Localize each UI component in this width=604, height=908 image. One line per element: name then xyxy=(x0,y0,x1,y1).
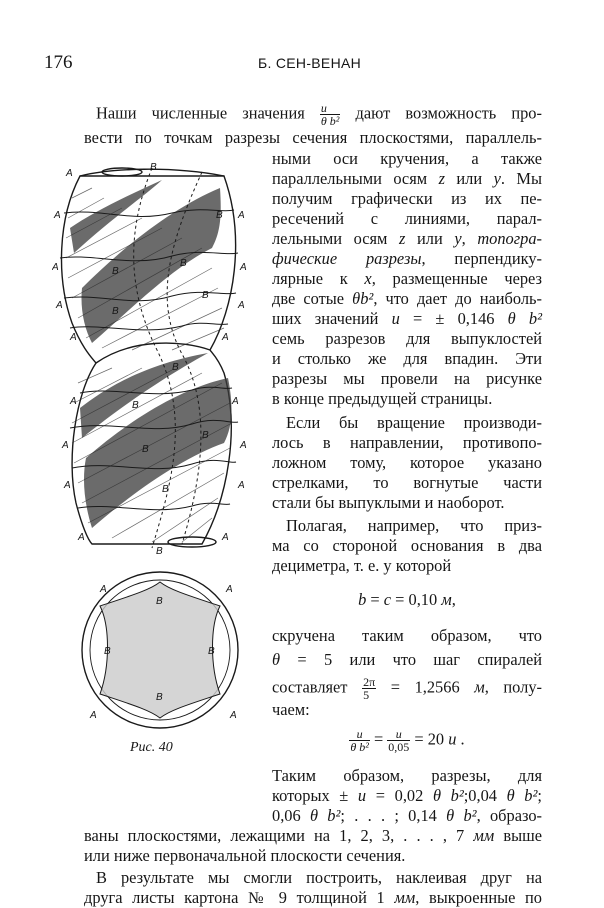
svg-text:A: A xyxy=(230,710,237,721)
svg-text:A: A xyxy=(222,332,229,343)
text-line: которых ± u = 0,02 θ b²;0,04 θ b²; xyxy=(272,786,542,805)
text-line: лельными осям z или y, топогра- xyxy=(272,229,542,248)
equation-1: b = c = 0,10 м, xyxy=(358,590,456,609)
svg-text:A: A xyxy=(78,532,85,543)
text-line: ресечений с линиями, парал- xyxy=(272,209,542,228)
svg-text:A: A xyxy=(222,532,229,543)
text-line: вести по точкам разрезы сечения плоскостями, параллель- xyxy=(84,128,542,147)
fraction: $\frac{2\pi}{5}$ xyxy=(363,675,376,702)
fraction: $\frac{u}{\text{θ b²}}$ xyxy=(320,101,340,128)
text-line: θ = 5 или что шаг спиралей xyxy=(272,650,542,669)
equation-2: $\frac{u}{\text{θ b²}}$ = $\frac{u}{0,05}$ = 20 u . xyxy=(350,727,465,754)
text-line: в конце предыдущей страницы. xyxy=(272,389,493,408)
svg-text:A: A xyxy=(66,168,73,179)
figure-caption: Рис. 40 xyxy=(130,740,173,755)
text-line: чаем: xyxy=(272,700,310,719)
text-line: составляет $\frac{2\pi}{5}$ = 1,2566 м, полу- xyxy=(272,675,542,702)
text-line: друга листы картона № 9 толщиной 1 мм, выкроенные по xyxy=(84,888,542,907)
svg-text:B: B xyxy=(162,484,169,495)
text-line: две сотые θb², что дает до наиболь- xyxy=(272,289,542,308)
text-line: дециметра, т. е. у которой xyxy=(272,556,452,575)
svg-text:A: A xyxy=(100,584,107,595)
svg-text:A: A xyxy=(70,332,77,343)
running-head: Б. СЕН-ВЕНАН xyxy=(258,55,362,71)
text-line: Таким образом, разрезы, для xyxy=(272,766,542,785)
svg-text:B: B xyxy=(216,210,223,221)
svg-text:B: B xyxy=(202,430,209,441)
svg-text:A: A xyxy=(90,710,97,721)
text-line: ших значений u = ± 0,146 θ b² xyxy=(272,309,542,328)
svg-text:A: A xyxy=(240,262,247,273)
svg-text:A: A xyxy=(64,480,71,491)
text-line: лярные к x, размещенные через xyxy=(272,269,542,288)
text-line: ными оси кручения, а также xyxy=(272,149,542,168)
svg-text:A: A xyxy=(52,262,59,273)
cross-section-figure xyxy=(70,566,250,730)
page-number: 176 xyxy=(44,52,73,73)
text-line: скручена таким образом, что xyxy=(272,626,542,645)
svg-text:A: A xyxy=(238,480,245,491)
svg-text:A: A xyxy=(56,300,63,311)
text-line: Если бы вращение производи- xyxy=(286,413,542,432)
text-line: ма со стороной основания в два xyxy=(272,536,542,555)
svg-text:B: B xyxy=(104,646,111,657)
svg-text:A: A xyxy=(70,396,77,407)
fraction: $\frac{u}{0,05}$ xyxy=(388,727,410,754)
svg-text:B: B xyxy=(156,546,163,556)
svg-text:A: A xyxy=(226,584,233,595)
svg-text:B: B xyxy=(208,646,215,657)
text-line: 0,06 θ b²; . . . ; 0,14 θ b², образо- xyxy=(272,806,543,825)
svg-text:A: A xyxy=(240,440,247,451)
svg-text:A: A xyxy=(238,300,245,311)
text-line: стали бы выпуклыми и наоборот. xyxy=(272,493,505,512)
svg-text:B: B xyxy=(112,266,119,277)
svg-text:B: B xyxy=(202,290,209,301)
text-line: разрезы мы провели на рисунке xyxy=(272,369,542,388)
svg-text:B: B xyxy=(180,258,187,269)
svg-text:B: B xyxy=(156,692,163,703)
text-line: фические разрезы, перпендику- xyxy=(272,249,542,268)
svg-text:A: A xyxy=(232,396,239,407)
text-line: и столько же для впадин. Эти xyxy=(272,349,542,368)
text-line: параллельными осям z или y. Мы xyxy=(272,169,542,188)
text-line: или ниже первоначальной плоскости сечения. xyxy=(84,846,406,865)
svg-text:B: B xyxy=(112,306,119,317)
svg-text:B: B xyxy=(150,162,157,173)
fraction: $\frac{u}{\text{θ b²}}$ xyxy=(350,727,369,754)
page-header xyxy=(0,52,604,78)
svg-text:A: A xyxy=(238,210,245,221)
text-line: Наши численные значения $\frac{u}{\text{θ b²}}$ дают возможность про- xyxy=(96,101,542,128)
text-line: В результате мы смогли построить, наклеивая друг на xyxy=(96,868,542,887)
text-line: семь разрезов для выпуклостей xyxy=(272,329,542,348)
text-line: стрелками, то вогнутые части xyxy=(272,473,542,492)
text-line: ваны плоскостями, лежащими на 1, 2, 3, . . . , 7 мм выше xyxy=(84,826,543,845)
svg-text:A: A xyxy=(62,440,69,451)
text-line: получим графически из их пе- xyxy=(272,189,542,208)
svg-text:A: A xyxy=(54,210,61,221)
text-line: Полагая, например, что приз- xyxy=(286,516,542,535)
svg-text:B: B xyxy=(156,596,163,607)
twisted-prism-figure xyxy=(52,158,252,556)
text-line: лось в направлении, противопо- xyxy=(272,433,542,452)
svg-text:B: B xyxy=(142,444,149,455)
svg-text:B: B xyxy=(132,400,139,411)
text-line: ложном тому, которое указано xyxy=(272,453,542,472)
svg-text:B: B xyxy=(172,362,179,373)
